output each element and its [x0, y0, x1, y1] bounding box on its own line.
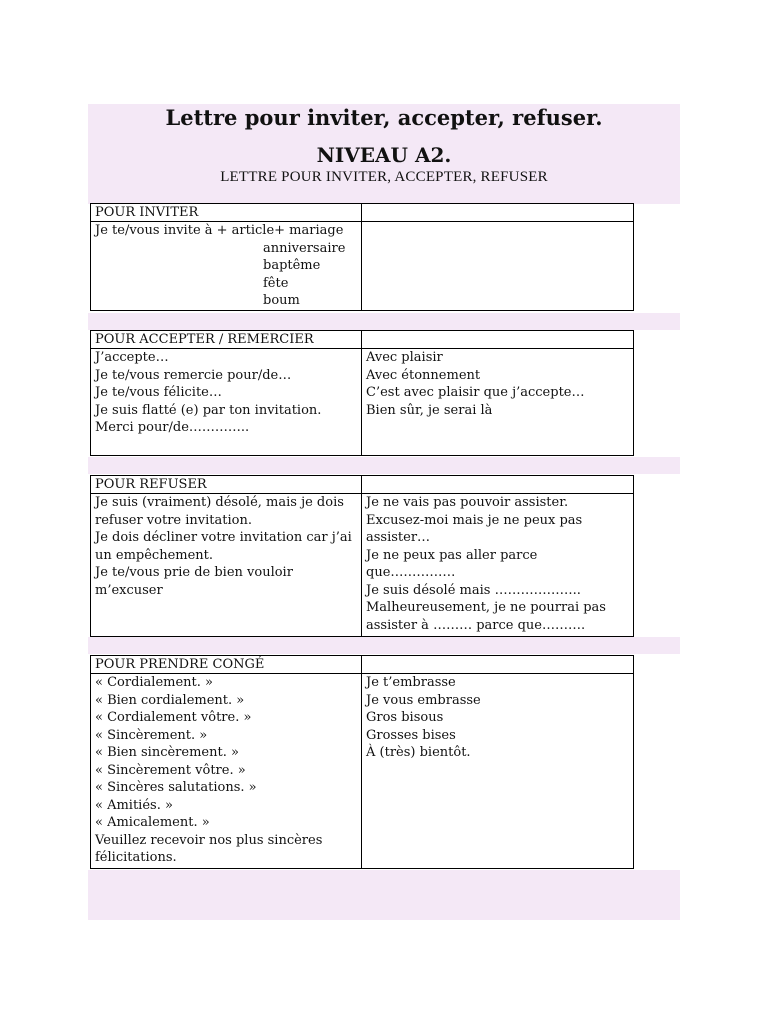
list-item: Avec étonnement	[366, 367, 481, 383]
footer-band	[88, 870, 680, 920]
list-item: Je t’embrasse	[366, 675, 456, 690]
list-item: « Sincères salutations. »	[95, 780, 257, 795]
list-item: J’accepte…	[95, 350, 169, 365]
empty-heading-cell	[362, 476, 634, 494]
list-item: Veuillez recevoir nos plus sincères	[95, 832, 323, 848]
list-item: Bien sûr, je serai là	[366, 402, 493, 418]
invite-expressions	[91, 222, 362, 311]
accept-heading: POUR ACCEPTER / REMERCIER	[91, 331, 362, 349]
list-item: m’excuser	[95, 582, 163, 598]
separator-band	[88, 637, 680, 654]
list-item: « Cordialement. »	[95, 675, 213, 690]
list-item: Je ne peux pas aller parce	[366, 547, 538, 563]
list-item: « Amicalement. »	[95, 815, 210, 830]
closing-table	[90, 655, 634, 869]
list-item: anniversaire	[263, 240, 346, 256]
refuse-phrases	[362, 494, 634, 637]
accept-phrases	[362, 349, 634, 456]
list-item: Je vous embrasse	[366, 692, 481, 708]
refuse-table	[90, 475, 634, 637]
list-item: « Cordialement vôtre. »	[95, 710, 252, 725]
list-item: À (très) bientôt.	[366, 745, 471, 760]
closing-heading: POUR PRENDRE CONGÉ	[91, 656, 362, 674]
invite-right-cell	[362, 222, 634, 311]
list-item: Je te/vous félicite…	[95, 385, 222, 400]
list-item: Je suis flatté (e) par ton invitation.	[95, 402, 322, 418]
list-item: que……………	[366, 565, 456, 580]
list-item: baptême	[263, 258, 321, 273]
list-item: « Bien sincèrement. »	[95, 745, 239, 760]
list-item: assister…	[366, 530, 431, 545]
accept-table	[90, 330, 634, 456]
closing-phrases	[362, 674, 634, 869]
list-item: boum	[263, 293, 300, 308]
accept-expressions	[91, 349, 362, 456]
list-item: Je suis désolé mais ………………..	[366, 582, 581, 598]
list-item: refuser votre invitation.	[95, 512, 252, 528]
list-item: « Amitiés. »	[95, 797, 173, 813]
separator-band	[88, 457, 680, 474]
invite-heading: POUR INVITER	[91, 204, 362, 222]
list-item: félicitations.	[95, 850, 177, 865]
list-item: Je suis (vraiment) désolé, mais je dois	[95, 495, 344, 510]
list-item: Grosses bises	[366, 727, 456, 743]
list-item: Je ne vais pas pouvoir assister.	[366, 495, 569, 510]
empty-heading-cell	[362, 204, 634, 222]
invite-table	[90, 203, 634, 311]
list-item: « Sincèrement vôtre. »	[95, 762, 246, 778]
list-item: Excusez-moi mais je ne peux pas	[366, 512, 583, 528]
empty-heading-cell	[362, 656, 634, 674]
list-item: C’est avec plaisir que j’accepte…	[366, 385, 585, 400]
list-item: Malheureusement, je ne pourrai pas	[366, 600, 606, 615]
list-item: Merci pour/de…………..	[95, 420, 250, 435]
list-item: un empêchement.	[95, 547, 214, 563]
list-item: Gros bisous	[366, 710, 444, 725]
list-item: assister à ……… parce que……….	[366, 617, 586, 633]
level-title: NIVEAU A2.	[316, 143, 452, 167]
list-item: « Sincèrement. »	[95, 727, 208, 743]
empty-heading-cell	[362, 331, 634, 349]
refuse-expressions	[91, 494, 362, 637]
list-item: « Bien cordialement. »	[95, 692, 245, 708]
list-item: Avec plaisir	[366, 350, 443, 365]
list-item: Je te/vous prie de bien vouloir	[95, 565, 293, 580]
refuse-heading: POUR REFUSER	[91, 476, 362, 494]
separator-band	[88, 313, 680, 330]
list-item: Je te/vous remercie pour/de…	[95, 367, 292, 383]
subtitle: LETTRE POUR INVITER, ACCEPTER, REFUSER	[220, 169, 548, 185]
list-item: fête	[263, 275, 289, 291]
list-item: Je dois décliner votre invitation car j’ai	[95, 530, 352, 545]
list-item: Je te/vous invite à + article+ mariage	[95, 223, 344, 238]
page-title: Lettre pour inviter, accepter, refuser.	[165, 105, 603, 130]
closing-expressions	[91, 674, 362, 869]
